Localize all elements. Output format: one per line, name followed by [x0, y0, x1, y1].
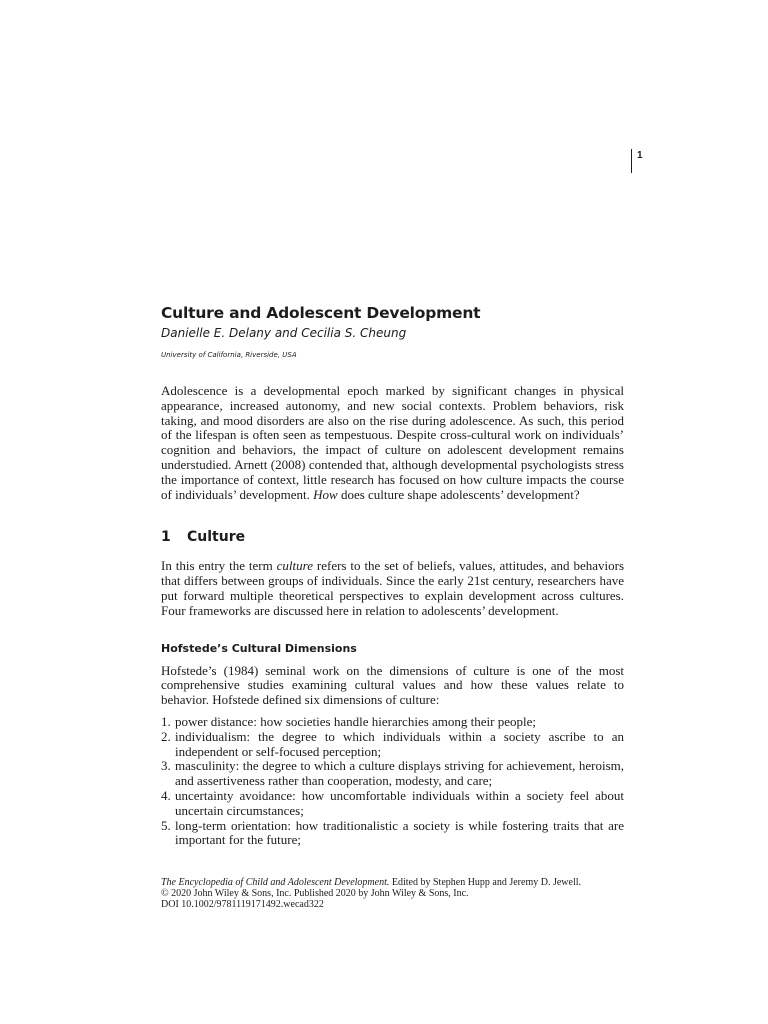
- book-title: The Encyclopedia of Child and Adolescent Development.: [161, 877, 390, 888]
- list-item-text: long-term orientation: how traditionalistic a society is while fostering traits that are important for the future;: [175, 817, 624, 848]
- section-emphasis: culture: [276, 558, 313, 574]
- list-item-text: masculinity: the degree to which a culture displays striving for achievement, heroism, and assertiveness rather than cooperation, modesty, and care;: [175, 758, 624, 789]
- list-item-number: 2.: [161, 728, 171, 744]
- abstract-paragraph: [161, 384, 624, 502]
- article-title: Culture and Adolescent Development: [161, 304, 481, 322]
- section-text-end: refers to the set of beliefs, values, attitudes, and behaviors that differs between groups of individuals. Since the early 21st century, researchers have put forward multiple theoretical perspectives to explain development across cultures. Four frameworks are discussed here in relation to adolescents’ development.: [161, 558, 625, 618]
- article-content: [161, 303, 624, 848]
- list-item-text: individualism: the degree to which individuals within a society ascribe to an independent or self-focused perception;: [175, 728, 624, 759]
- abstract-text-end: does culture shape adolescents’ development?: [337, 486, 580, 502]
- page-number: 1: [631, 149, 643, 173]
- section-paragraph: [161, 559, 624, 618]
- list-item-number: 1.: [161, 713, 171, 729]
- footnote-citation: [161, 877, 624, 888]
- list-item: [161, 730, 624, 760]
- section-number: 1: [161, 529, 171, 546]
- list-item-text: uncertainty avoidance: how uncomfortable individuals within a society feel about uncertain circumstances;: [175, 787, 624, 818]
- copyright-notice: © 2020 John Wiley & Sons, Inc. Published 2020 by John Wiley & Sons, Inc.: [161, 888, 469, 899]
- list-item: [161, 759, 624, 789]
- doi: DOI 10.1002/9781119171492.wecad322: [161, 899, 324, 910]
- section-title: Culture: [187, 529, 246, 546]
- book-editors: Edited by Stephen Hupp and Jeremy D. Jewell.: [389, 877, 582, 888]
- abstract-emphasis: How: [313, 486, 338, 502]
- subsection-heading: Hofstede’s Cultural Dimensions: [161, 641, 357, 655]
- publication-footnote: [161, 877, 624, 910]
- list-item: [161, 819, 624, 849]
- subsection-paragraph: Hofstede’s (1984) seminal work on the dimensions of culture is one of the most comprehensive studies examining cultural values and how these values relate to behavior. Hofstede defined six dimensions of culture:: [161, 662, 624, 708]
- list-item-text: power distance: how societies handle hierarchies among their people;: [175, 713, 536, 729]
- article-authors: Danielle E. Delany and Cecilia S. Cheung: [161, 326, 407, 340]
- section-heading: [161, 528, 624, 546]
- list-item: [161, 789, 624, 819]
- author-affiliation: University of California, Riverside, USA: [161, 351, 297, 359]
- abstract-text: Adolescence is a developmental epoch marked by significant changes in physical appearance, increased autonomy, and new social contexts. Problem behaviors, risk taking, and mood disorders are also on the rise during adolescence. As such, this period of the lifespan is often seen as tempestuous. Despite cross-cultural work on individuals’ cognition and behaviors, the impact of culture on adolescent development remains understudied. Arnett (2008) contended that, although developmental psychologists stress the importance of context, little research has focused on how culture impacts the course of individuals’ development.: [161, 383, 624, 502]
- list-item-number: 3.: [161, 758, 171, 774]
- dimensions-list: [161, 715, 624, 848]
- list-item-number: 4.: [161, 787, 171, 803]
- section-text: In this entry the term: [161, 558, 277, 574]
- list-item: [161, 715, 624, 730]
- list-item-number: 5.: [161, 817, 171, 833]
